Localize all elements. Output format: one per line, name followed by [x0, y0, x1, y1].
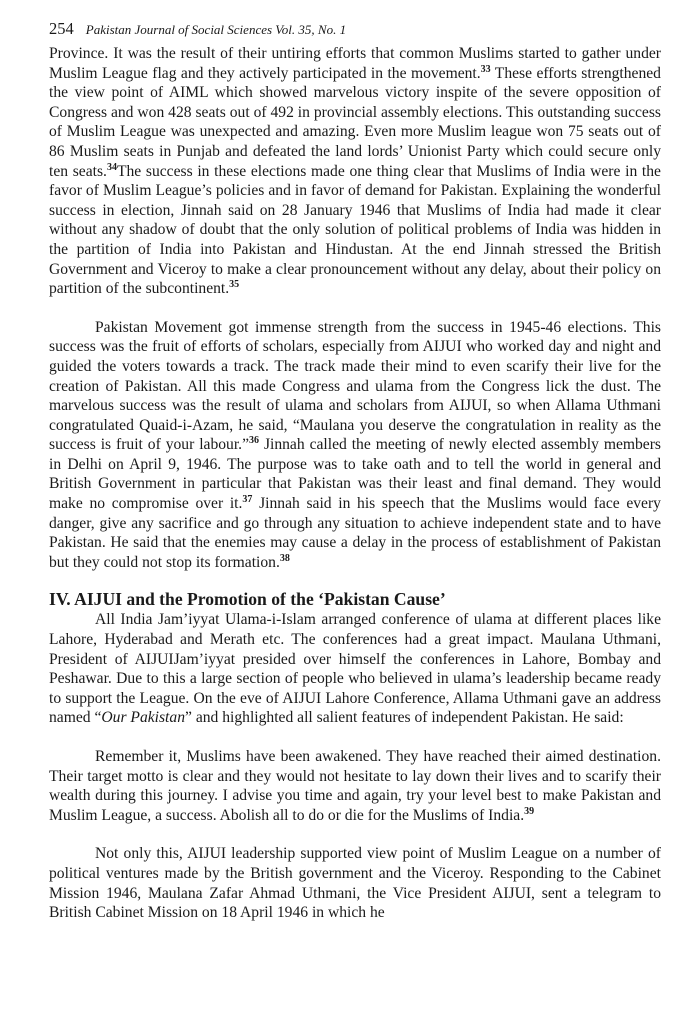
running-header [49, 18, 661, 44]
text-span: The success in these elections made one thing clear that Muslims of India were in the favor of Muslim League’s policies and in favor of demand for Pakistan. Explaining the wonderful success in election, Jinnah said on 28 January 1946 that Muslims of India had made it clear without any shadow of doubt that the only solution of political problems of India was hidden in the partition of India into Pakistan and Hindustan. At the end Jinnah stressed the British Government and Viceroy to make a clear pronouncement without any delay, about their policy on partition of the subcontinent. [49, 162, 661, 298]
text-span: Province. It was the result of their untiring efforts that common Muslims started to gather under Muslim League flag and they actively participated in the movement. [49, 45, 661, 82]
section-heading: IV. AIJUI and the Promotion of the ‘Pakistan Cause’ [49, 589, 446, 610]
text-span: Not only this, AIJUI leadership supported view point of Muslim League on a number of political ventures made by the British government and the Viceroy. Responding to the Cabinet Mission 1946, Maulana Zafar Ahmad Uthmani, the Vice President AIJUI, sent a telegram to British Cabinet Mission on 18 April 1946 in which he [49, 845, 661, 922]
page-number: 254 [49, 19, 74, 38]
block-quote [49, 747, 661, 825]
paragraph-ulama-conferences [49, 610, 661, 728]
text-span: Jinnah called the meeting of newly elected assembly members in Delhi on April 9, 1946. The purpose was to take oath and to tell the world in general and British Government in particular that Pakistan was their least and final demand. They would make no compromise over it. [49, 436, 661, 513]
footnote-ref: 35 [229, 279, 240, 291]
journal-page [49, 18, 661, 923]
text-span: Remember it, Muslims have been awakened. They have reached their aimed destination. Their target motto is clear and they would not hesitate to lay down their lives and to scarify their wealth during this journey. I advise you time and again, try your level best to make Pakistan and Muslim League, a success. Abolish all to do or die for the Muslims of India. [49, 748, 661, 824]
footnote-ref: 34 [106, 161, 117, 173]
footnote-ref: 36 [249, 435, 260, 447]
paragraph-pakistan-movement [49, 318, 661, 573]
text-span: ” and highlighted all salient features of independent Pakistan. He said: [185, 709, 624, 727]
text-span: All India Jam’iyyat Ulama-i-Islam arranged conference of ulama at different places like Lahore, Hyderabad and Merath etc. The conferences had a great impact. Maulana Uthmani, President of AIJUIJam’iyyat presided over himself the conferences in Lahore, Bombay and Peshawar. Due to this a large section of people who believed in ulama’s leadership became ready to support the League. On the eve of AIJUI Lahore Conference, Allama Uthmani gave an address named “ [49, 611, 661, 727]
text-span: Jinnah said in his speech that the Muslims would face every danger, give any sacrifice and go through any situation to achieve independent state and to have Pakistan. He said that the enemies may cause a delay in the process of establishment of Pakistan but they could not stop its formation. [49, 495, 661, 571]
text-span: These efforts strengthened the view point of AIML which showed marvelous victory inspite of the severe opposition of Congress and won 428 seats out of 492 in provincial assembly elections. This outstanding success of Muslim League was unexpected and amazing. Even more Muslim league won 75 seats out of 86 Muslim seats in Punjab and defeated the land lords’ Unionist Party which could secure only ten seats. [49, 64, 661, 180]
footnote-ref: 37 [242, 494, 253, 506]
text-span: Pakistan Movement got immense strength from the success in 1945-46 elections. This success was the fruit of efforts of scholars, especially from AIJUI who worked day and night and guided the voters towards a track. The track made their mind to even scarify their live for the creation of Pakistan. All this made Congress and ulama from the Congress lick the dust. The marvelous success was the result of ulama and scholars from AIJUI, so when Allama Uthmani congratulated Quaid-i-Azam, he said, “Maulana you deserve the congratulation in reality as the success is fruit of your labour.” [49, 318, 661, 454]
footnote-ref: 39 [524, 805, 535, 817]
footnote-ref: 38 [279, 552, 290, 564]
address-title: Our Pakistan [101, 709, 185, 727]
footnote-ref: 33 [480, 63, 491, 75]
paragraph-cabinet-mission [49, 844, 661, 922]
journal-title: Pakistan Journal of Social Sciences Vol. 35, No. 1 [85, 22, 347, 37]
paragraph-election-results [49, 44, 661, 299]
